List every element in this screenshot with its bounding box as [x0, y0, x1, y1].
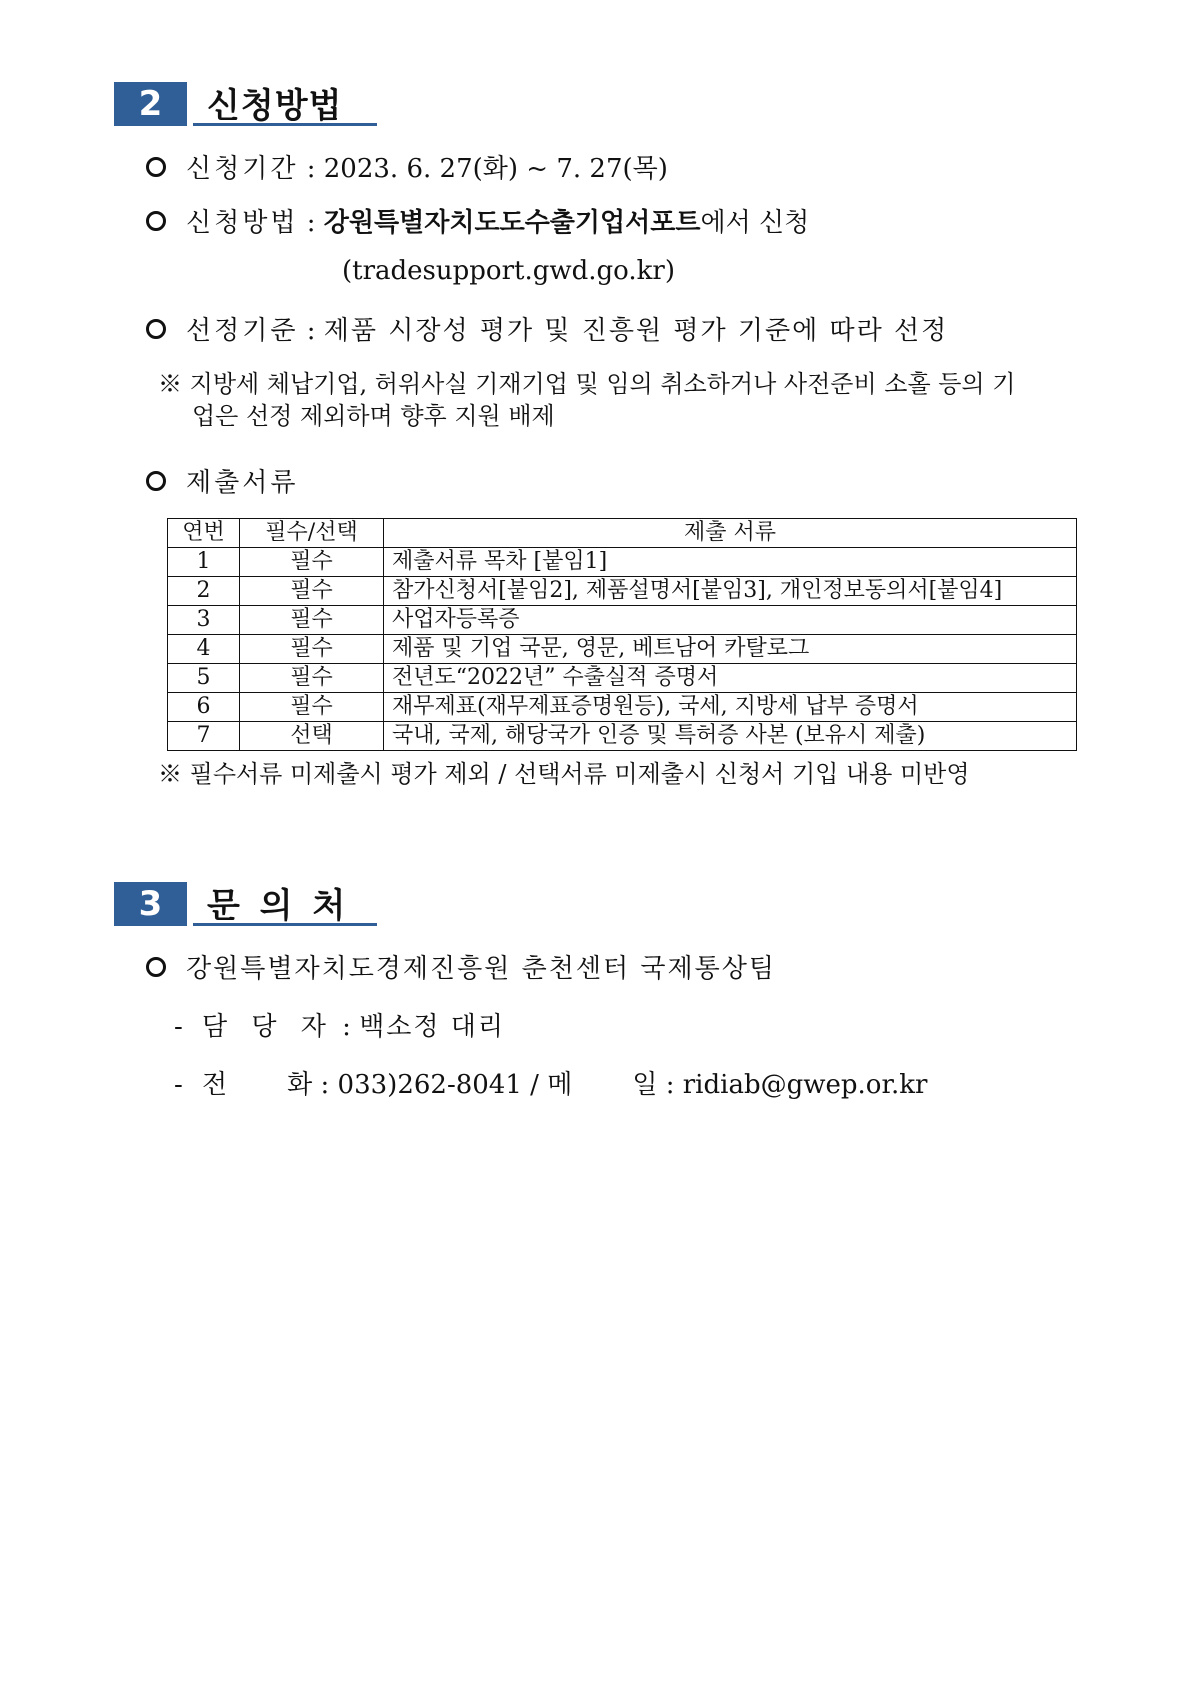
- circle-bullet-icon: [146, 319, 166, 339]
- circle-bullet-icon: [146, 957, 166, 977]
- cell-type: 필수: [240, 606, 384, 635]
- note-exclusion: [158, 368, 1015, 432]
- section-title: 신청방법: [193, 82, 377, 126]
- col-header-type: 필수/선택: [240, 519, 384, 548]
- cell-no: 3: [168, 606, 240, 635]
- circle-bullet-icon: [146, 211, 166, 231]
- cell-type: 선택: [240, 722, 384, 751]
- cell-type: 필수: [240, 548, 384, 577]
- section-2-header: [114, 82, 377, 126]
- cell-doc: 제품 및 기업 국문, 영문, 베트남어 카탈로그: [384, 635, 1077, 664]
- docs-label: 제출서류: [186, 468, 299, 498]
- section-number: 3: [114, 882, 187, 926]
- table-row: [168, 664, 1077, 693]
- cell-no: 4: [168, 635, 240, 664]
- cell-doc: 재무제표(재무제표증명원등), 국세, 지방세 납부 증명서: [384, 693, 1077, 722]
- cell-doc: 사업자등록증: [384, 606, 1077, 635]
- mail-value: ridiab@gwep.or.kr: [682, 1070, 928, 1100]
- col-header-no: 연번: [168, 519, 240, 548]
- circle-bullet-icon: [146, 471, 166, 491]
- method-url: (tradesupport.gwd.go.kr): [342, 256, 675, 286]
- note-line-2: 업은 선정 제외하며 향후 지원 배제: [192, 402, 555, 430]
- cell-doc: 전년도“2022년” 수출실적 증명서: [384, 664, 1077, 693]
- period-label: 신청기간: [186, 154, 299, 184]
- cell-no: 2: [168, 577, 240, 606]
- table-row: [168, 722, 1077, 751]
- method-site-name: 강원특별자치도도수출기업서포트: [323, 208, 701, 238]
- cell-no: 7: [168, 722, 240, 751]
- phone-label-2: 화: [287, 1070, 313, 1100]
- phone-label: 전: [202, 1070, 228, 1100]
- cell-type: 필수: [240, 635, 384, 664]
- mail-label: 메: [547, 1070, 573, 1100]
- method-label: 신청방법: [186, 208, 299, 238]
- contact-value: 백소정 대리: [359, 1012, 506, 1042]
- cell-type: 필수: [240, 664, 384, 693]
- period-line: 신청기간 : 2023. 6. 27(화) ~ 7. 27(목): [146, 148, 668, 185]
- col-header-doc: 제출 서류: [384, 519, 1077, 548]
- cell-type: 필수: [240, 577, 384, 606]
- mail-label-2: 일: [632, 1070, 658, 1100]
- contact-label: 담 당 자: [202, 1012, 334, 1042]
- table-row: [168, 635, 1077, 664]
- criteria-label: 선정기준: [186, 316, 299, 346]
- cell-type: 필수: [240, 693, 384, 722]
- table-row: [168, 693, 1077, 722]
- cell-no: 1: [168, 548, 240, 577]
- section-number: 2: [114, 82, 187, 126]
- cell-doc: 국내, 국제, 해당국가 인증 및 특허증 사본 (보유시 제출): [384, 722, 1077, 751]
- method-suffix: 에서 신청: [700, 208, 810, 238]
- table-row: [168, 606, 1077, 635]
- criteria-value: 제품 시장성 평가 및 진흥원 평가 기준에 따라 선정: [323, 316, 949, 346]
- cell-no: 5: [168, 664, 240, 693]
- section-title: 문 의 처: [193, 882, 377, 926]
- org-line: [146, 948, 776, 985]
- period-value: 2023. 6. 27(화) ~ 7. 27(목): [323, 154, 668, 184]
- circle-bullet-icon: [146, 157, 166, 177]
- cell-doc: 참가신청서[붙임2], 제품설명서[붙임3], 개인정보동의서[붙임4]: [384, 577, 1077, 606]
- docs-line: [146, 462, 298, 499]
- criteria-line: 선정기준 : 제품 시장성 평가 및 진흥원 평가 기준에 따라 선정: [146, 310, 948, 347]
- table-row: [168, 577, 1077, 606]
- documents-table: [167, 518, 1077, 751]
- section-3-header: [114, 882, 377, 926]
- phone-mail-line: - 전 화 : 033)262-8041 / 메 일 : ridiab@gwep.or.kr: [174, 1070, 928, 1100]
- cell-doc: 제출서류 목차 [붙임1]: [384, 548, 1077, 577]
- phone-value: 033)262-8041: [337, 1070, 522, 1100]
- note-line-1: ※ 지방세 체납기업, 허위사실 기재기업 및 임의 취소하거나 사전준비 소홀 등의 기: [158, 370, 1016, 398]
- cell-no: 6: [168, 693, 240, 722]
- note-docs: ※ 필수서류 미제출시 평가 제외 / 선택서류 미제출시 신청서 기입 내용 미반영: [158, 760, 970, 788]
- org-name: 강원특별자치도경제진흥원 춘천센터 국제통상팀: [186, 954, 776, 984]
- table-row: [168, 548, 1077, 577]
- table-header-row: [168, 519, 1077, 548]
- method-line: 신청방법 : 강원특별자치도도수출기업서포트에서 신청: [146, 202, 809, 239]
- contact-line: - 담 당 자 : 백소정 대리: [174, 1012, 506, 1042]
